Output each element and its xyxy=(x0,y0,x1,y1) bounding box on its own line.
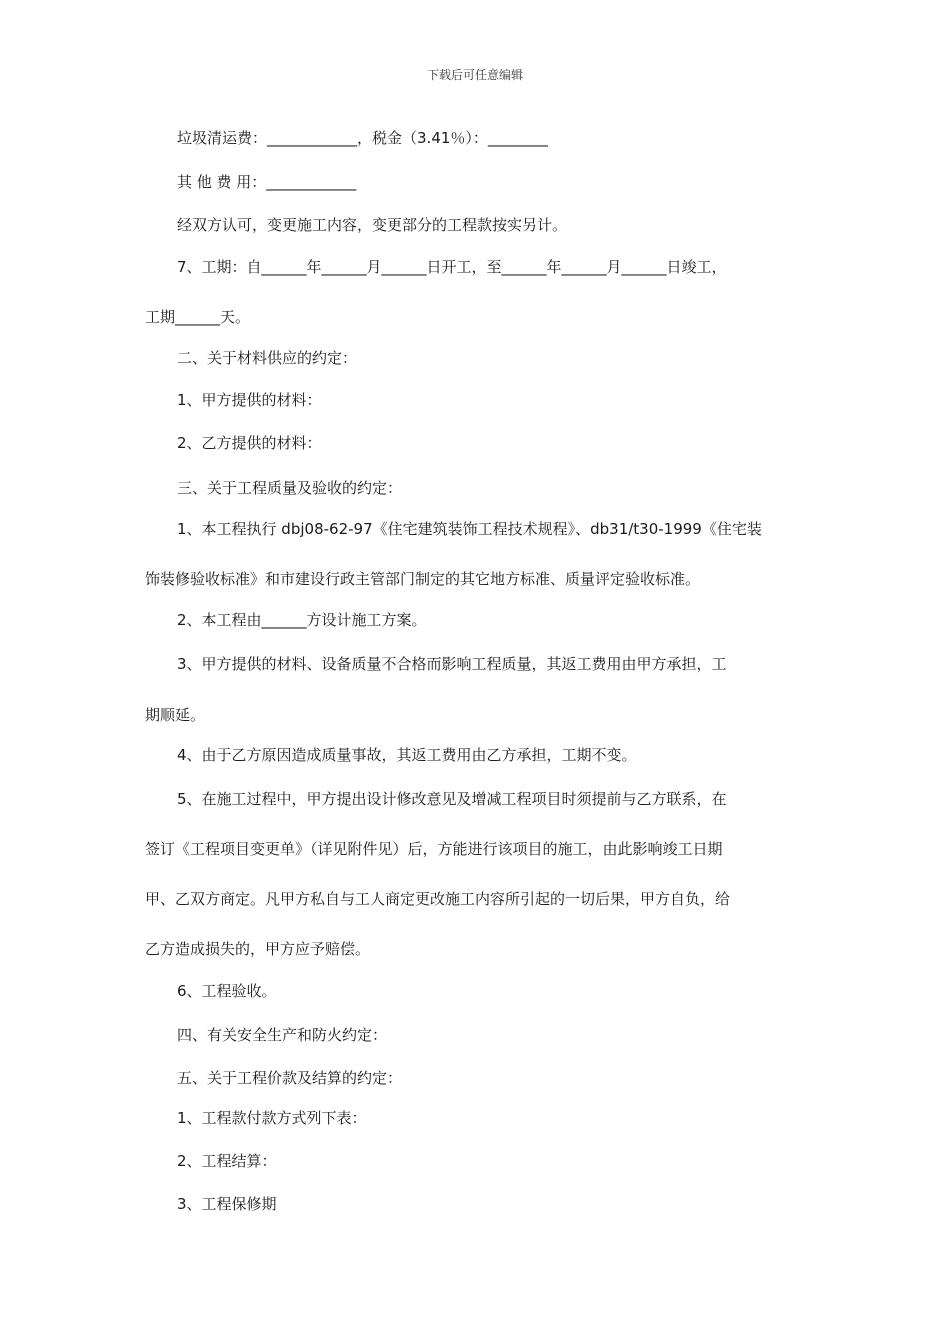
section-heading: 五、关于工程价款及结算的约定： xyxy=(177,1069,403,1087)
text-line: 2、工程结算： xyxy=(177,1152,277,1170)
text-line: 工期______天。 xyxy=(145,308,251,326)
text-line: 7、工期：自______年______月______日开工，至______年______月______日竣工， xyxy=(177,258,727,276)
text-line: 乙方造成损失的，甲方应予赔偿。 xyxy=(145,940,371,958)
text-line: 甲、乙双方商定。凡甲方私自与工人商定更改施工内容所引起的一切后果，甲方自负，给 xyxy=(145,890,731,908)
text-line: 1、甲方提供的材料： xyxy=(177,391,322,409)
text-line: 1、本工程执行 dbj08-62-97《住宅建筑装饰工程技术规程》、db31/t30-1999《住宅装 xyxy=(177,520,762,538)
text-line: 饰装修验收标准》和市建设行政主管部门制定的其它地方标准、质量评定验收标准。 xyxy=(145,570,701,588)
text-line: 2、本工程由______方设计施工方案。 xyxy=(177,611,427,629)
section-heading: 四、有关安全生产和防火约定： xyxy=(177,1026,388,1044)
section-heading: 二、关于材料供应的约定： xyxy=(177,349,358,367)
text-line: 3、甲方提供的材料、设备质量不合格而影响工程质量，其返工费用由甲方承担，工 xyxy=(177,655,727,673)
text-line: 经双方认可，变更施工内容，变更部分的工程款按实另计。 xyxy=(177,216,568,234)
text-line: 垃圾清运费：____________，税金（3.41％）：________ xyxy=(177,129,548,147)
text-line: 签订《工程项目变更单》（详见附件见）后，方能进行该项目的施工，由此影响竣工日期 xyxy=(145,840,723,858)
page-header: 下载后可任意编辑 xyxy=(426,68,523,82)
text-line: 5、在施工过程中，甲方提出设计修改意见及增减工程项目时须提前与乙方联系，在 xyxy=(177,790,727,808)
text-line: 期顺延。 xyxy=(145,706,206,724)
text-line: 2、乙方提供的材料： xyxy=(177,434,322,452)
text-line: 其 他 费 用：____________ xyxy=(177,173,357,191)
text-line: 6、工程验收。 xyxy=(177,982,277,1000)
text-line: 4、由于乙方原因造成质量事故，其返工费用由乙方承担，工期不变。 xyxy=(177,746,637,764)
text-line: 3、工程保修期 xyxy=(177,1195,277,1213)
text-line: 1、工程款付款方式列下表： xyxy=(177,1109,367,1127)
section-heading: 三、关于工程质量及验收的约定： xyxy=(177,479,403,497)
